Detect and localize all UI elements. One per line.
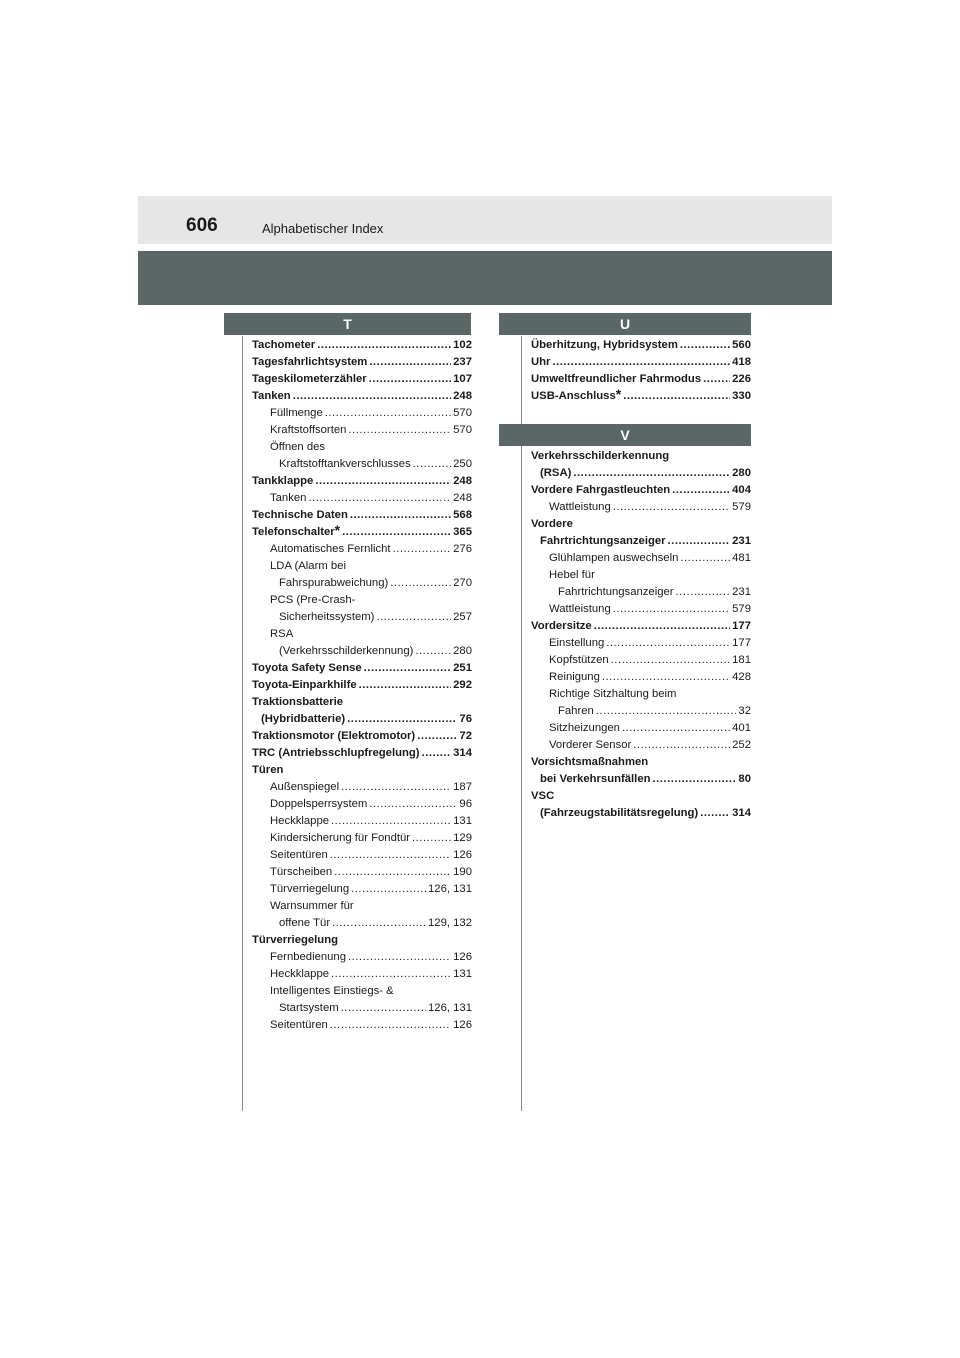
index-entry-page: 481 bbox=[732, 552, 751, 564]
index-entry-text: Vordere Fahrgastleuchten bbox=[531, 484, 671, 496]
index-entry-text: Vordere bbox=[531, 518, 573, 530]
index-entry-text: Traktionsmotor (Elektromotor) bbox=[252, 730, 416, 742]
index-entry bbox=[252, 864, 472, 881]
index-entry-page: 126, 131 bbox=[428, 1002, 472, 1014]
left-column-rule bbox=[242, 336, 243, 1111]
index-entry-text: (Hybridbatterie) bbox=[261, 713, 346, 725]
index-entry-text: LDA (Alarm bei bbox=[270, 560, 346, 572]
index-entry-page: 570 bbox=[453, 424, 472, 436]
dot-leader bbox=[293, 388, 451, 405]
dot-leader bbox=[680, 337, 730, 354]
index-entry bbox=[531, 635, 751, 652]
index-entry-text: Doppelsperrsystem bbox=[270, 798, 368, 810]
dot-leader bbox=[653, 771, 737, 788]
index-entry bbox=[252, 932, 472, 949]
header-band bbox=[138, 251, 832, 305]
index-entry-page: 126, 131 bbox=[428, 883, 472, 895]
dot-leader bbox=[552, 354, 730, 371]
index-entry bbox=[252, 1017, 472, 1034]
index-entry bbox=[252, 609, 472, 626]
dot-leader bbox=[668, 533, 731, 550]
index-entry bbox=[252, 371, 472, 388]
index-entry-text: Türverriegelung bbox=[270, 883, 350, 895]
index-entry bbox=[252, 456, 472, 473]
index-entry-text: Außenspiegel bbox=[270, 781, 340, 793]
letter-header-t: T bbox=[224, 313, 471, 335]
dot-leader bbox=[680, 550, 730, 567]
index-entry-text: Überhitzung, Hybridsystem bbox=[531, 339, 678, 351]
dot-leader bbox=[622, 720, 730, 737]
index-entry-page: 276 bbox=[453, 543, 472, 555]
index-entry-page: 418 bbox=[732, 356, 751, 368]
index-entry bbox=[252, 881, 472, 898]
dot-leader bbox=[330, 1017, 451, 1034]
index-entry-page: 560 bbox=[732, 339, 751, 351]
index-entry bbox=[252, 694, 472, 711]
dot-leader bbox=[376, 609, 451, 626]
index-entry-text: Richtige Sitzhaltung beim bbox=[549, 688, 677, 700]
index-entry-text: Türverriegelung bbox=[252, 934, 339, 946]
index-entry bbox=[531, 550, 751, 567]
index-entry-page: 177 bbox=[732, 637, 751, 649]
index-entry-text: Fahrtrichtungsanzeiger bbox=[540, 535, 666, 547]
index-entry-text: Türen bbox=[252, 764, 284, 776]
dot-leader bbox=[348, 422, 451, 439]
index-entry-text: Tanken bbox=[252, 390, 291, 402]
dot-leader bbox=[331, 966, 451, 983]
index-entry bbox=[252, 915, 472, 932]
index-entry-text: Hebel für bbox=[549, 569, 595, 581]
index-entry-text: Kindersicherung für Fondtür bbox=[270, 832, 411, 844]
index-entry bbox=[252, 949, 472, 966]
index-entry bbox=[252, 575, 472, 592]
index-entry bbox=[252, 796, 472, 813]
index-entry-text: Kopfstützen bbox=[549, 654, 609, 666]
index-entry-page: 107 bbox=[453, 373, 472, 385]
dot-leader bbox=[676, 584, 731, 601]
index-entry-page: 401 bbox=[732, 722, 751, 734]
index-entry-text: Umweltfreundlicher Fahrmodus bbox=[531, 373, 702, 385]
index-entry bbox=[252, 762, 472, 779]
index-entry bbox=[252, 847, 472, 864]
index-entry bbox=[531, 601, 751, 618]
index-entry-page: 126 bbox=[453, 1019, 472, 1031]
index-entry-page: 96 bbox=[459, 798, 472, 810]
index-entry-page: 131 bbox=[453, 815, 472, 827]
index-entry bbox=[531, 737, 751, 754]
index-entry-page: 248 bbox=[453, 390, 472, 402]
dot-leader bbox=[415, 643, 451, 660]
index-entry bbox=[531, 516, 751, 533]
index-entry-text: (Fahrzeugstabilitätsregelung) bbox=[540, 807, 699, 819]
index-entry-text: Intelligentes Einstiegs- & bbox=[270, 985, 394, 997]
dot-leader bbox=[369, 371, 451, 388]
index-entry-page: 177 bbox=[732, 620, 751, 632]
dot-leader bbox=[422, 745, 452, 762]
index-entry-text: PCS (Pre-Crash- bbox=[270, 594, 356, 606]
index-entry bbox=[531, 805, 751, 822]
index-entry-page: 126 bbox=[453, 951, 472, 963]
index-entry bbox=[531, 754, 751, 771]
index-entry bbox=[252, 541, 472, 558]
index-entry-text: Reinigung bbox=[549, 671, 600, 683]
index-entry-text: bei Verkehrsunfällen bbox=[540, 773, 651, 785]
header-bar bbox=[138, 196, 832, 244]
dot-leader bbox=[623, 388, 730, 405]
index-entry bbox=[531, 584, 751, 601]
index-entry-text: Tageskilometerzähler bbox=[252, 373, 367, 385]
index-entry bbox=[531, 465, 751, 482]
dot-leader bbox=[351, 881, 426, 898]
dot-leader bbox=[348, 949, 451, 966]
dot-leader bbox=[633, 737, 730, 754]
index-entry bbox=[531, 618, 751, 635]
dot-leader bbox=[308, 490, 451, 507]
index-entry bbox=[531, 499, 751, 516]
dot-leader bbox=[393, 541, 452, 558]
index-entry-text: Vordersitze bbox=[531, 620, 592, 632]
index-entry-text: Fahrspurabweichung) bbox=[279, 577, 389, 589]
index-entry bbox=[531, 669, 751, 686]
index-entry bbox=[531, 567, 751, 584]
index-entry-page: 231 bbox=[732, 586, 751, 598]
index-entry-text: Heckklappe bbox=[270, 968, 330, 980]
index-entry bbox=[531, 533, 751, 550]
index-entry bbox=[531, 448, 751, 465]
letter-header-v: V bbox=[499, 424, 751, 446]
index-entry bbox=[531, 703, 751, 720]
dot-leader bbox=[341, 1000, 426, 1017]
index-entry-page: 76 bbox=[459, 713, 472, 725]
index-entry-text: Seitentüren bbox=[270, 1019, 328, 1031]
dot-leader bbox=[341, 779, 451, 796]
dot-leader bbox=[364, 660, 451, 677]
index-entry-text: USB-Anschluss bbox=[531, 390, 616, 402]
index-entry-text: Vorsichtsmaßnahmen bbox=[531, 756, 649, 768]
dot-leader bbox=[672, 482, 730, 499]
dot-leader bbox=[334, 864, 451, 881]
index-entry bbox=[252, 558, 472, 575]
index-entry bbox=[252, 354, 472, 371]
index-list-v bbox=[531, 448, 751, 822]
dot-leader bbox=[594, 618, 730, 635]
dot-leader bbox=[315, 473, 451, 490]
index-entry bbox=[252, 728, 472, 745]
right-column-rule bbox=[521, 336, 522, 1111]
index-entry-page: 568 bbox=[453, 509, 472, 521]
index-entry-page: 102 bbox=[453, 339, 472, 351]
index-entry bbox=[531, 720, 751, 737]
index-entry-page: 72 bbox=[459, 730, 472, 742]
index-entry-text: Sitzheizungen bbox=[549, 722, 620, 734]
dot-leader bbox=[611, 652, 730, 669]
index-entry-page: 252 bbox=[732, 739, 751, 751]
index-entry-page: 129 bbox=[453, 832, 472, 844]
index-entry bbox=[252, 337, 472, 354]
index-entry-page: 231 bbox=[732, 535, 751, 547]
index-entry-page: 190 bbox=[453, 866, 472, 878]
dot-leader bbox=[330, 847, 451, 864]
index-entry bbox=[252, 677, 472, 694]
index-entry bbox=[252, 745, 472, 762]
index-entry-text: Toyota-Einparkhilfe bbox=[252, 679, 357, 691]
index-entry-page: 250 bbox=[453, 458, 472, 470]
dot-leader bbox=[347, 711, 457, 728]
index-entry-page: 280 bbox=[732, 467, 751, 479]
dot-leader bbox=[350, 507, 451, 524]
dot-leader bbox=[325, 405, 451, 422]
index-entry-page: 579 bbox=[732, 603, 751, 615]
dot-leader bbox=[602, 669, 730, 686]
index-entry bbox=[531, 686, 751, 703]
index-entry-text: Fahrtrichtungsanzeiger bbox=[558, 586, 674, 598]
dot-leader bbox=[703, 371, 730, 388]
page-number: 606 bbox=[186, 215, 218, 236]
dot-leader bbox=[606, 635, 730, 652]
index-list-t bbox=[252, 337, 472, 1034]
index-entry-text: Fahren bbox=[558, 705, 594, 717]
index-entry-text: (Verkehrsschilderkennung) bbox=[279, 645, 414, 657]
index-entry-page: 314 bbox=[453, 747, 472, 759]
index-entry-text: Tankklappe bbox=[252, 475, 314, 487]
index-entry-page: 129, 132 bbox=[428, 917, 472, 929]
index-entry bbox=[252, 388, 472, 405]
index-entry bbox=[252, 439, 472, 456]
index-entry-text: Telefonschalter bbox=[252, 526, 335, 538]
index-entry bbox=[252, 1000, 472, 1017]
index-entry-page: 330 bbox=[732, 390, 751, 402]
dot-leader bbox=[412, 830, 451, 847]
index-entry bbox=[531, 482, 751, 499]
index-entry-text: Seitentüren bbox=[270, 849, 328, 861]
index-entry-text: Technische Daten bbox=[252, 509, 348, 521]
index-entry bbox=[252, 813, 472, 830]
index-entry-page: 237 bbox=[453, 356, 472, 368]
index-entry bbox=[531, 771, 751, 788]
index-entry-text: Kraftstoffsorten bbox=[270, 424, 347, 436]
index-entry-page: 248 bbox=[453, 492, 472, 504]
index-entry-text: Uhr bbox=[531, 356, 551, 368]
index-entry-page: 187 bbox=[453, 781, 472, 793]
index-entry-text: Glühlampen auswechseln bbox=[549, 552, 679, 564]
index-entry bbox=[252, 643, 472, 660]
index-entry-text: Türscheiben bbox=[270, 866, 333, 878]
index-entry bbox=[252, 779, 472, 796]
index-entry bbox=[531, 354, 751, 371]
index-entry-page: 126 bbox=[453, 849, 472, 861]
index-entry bbox=[252, 405, 472, 422]
index-entry-text: Tachometer bbox=[252, 339, 316, 351]
dot-leader bbox=[613, 499, 730, 516]
index-entry-text: Öffnen des bbox=[270, 441, 326, 453]
index-entry-page: 270 bbox=[453, 577, 472, 589]
index-entry bbox=[252, 507, 472, 524]
index-entry: Telefonschalter * ..... 365 bbox=[252, 524, 472, 541]
dot-leader bbox=[359, 677, 452, 694]
index-entry-text: Fernbedienung bbox=[270, 951, 347, 963]
index-entry bbox=[531, 652, 751, 669]
index-entry-page: 314 bbox=[732, 807, 751, 819]
index-entry-page: 251 bbox=[453, 662, 472, 674]
index-list-u bbox=[531, 337, 751, 405]
index-entry-text: Heckklappe bbox=[270, 815, 330, 827]
index-entry-page: 292 bbox=[453, 679, 472, 691]
index-entry-text: Wattleistung bbox=[549, 501, 611, 513]
index-entry-text: Tagesfahrlichtsystem bbox=[252, 356, 368, 368]
index-entry-text: Vorderer Sensor bbox=[549, 739, 632, 751]
index-entry-text: TRC (Antriebsschlupfregelung) bbox=[252, 747, 420, 759]
index-entry bbox=[252, 983, 472, 1000]
dot-leader bbox=[342, 524, 451, 541]
index-entry bbox=[252, 592, 472, 609]
index-entry bbox=[531, 371, 751, 388]
dot-leader bbox=[613, 601, 730, 618]
index-entry bbox=[252, 830, 472, 847]
index-entry-text: RSA bbox=[270, 628, 294, 640]
index-entry-page: 404 bbox=[732, 484, 751, 496]
index-entry-page: 80 bbox=[738, 773, 751, 785]
dot-leader bbox=[369, 796, 457, 813]
dot-leader bbox=[331, 813, 451, 830]
dot-leader bbox=[417, 728, 457, 745]
index-entry-text: Füllmenge bbox=[270, 407, 323, 419]
index-entry: USB-Anschluss * ..... 330 bbox=[531, 388, 751, 405]
dot-leader bbox=[413, 456, 451, 473]
index-entry-text: Traktionsbatterie bbox=[252, 696, 344, 708]
index-entry-page: 579 bbox=[732, 501, 751, 513]
index-entry-text: Einstellung bbox=[549, 637, 605, 649]
index-entry-page: 280 bbox=[453, 645, 472, 657]
index-entry-text: (RSA) bbox=[540, 467, 572, 479]
dot-leader bbox=[332, 915, 426, 932]
index-entry bbox=[252, 473, 472, 490]
index-entry bbox=[531, 337, 751, 354]
index-entry-text: Startsystem bbox=[279, 1002, 339, 1014]
dot-leader bbox=[700, 805, 730, 822]
index-entry-text: Kraftstofftankverschlusses bbox=[279, 458, 411, 470]
letter-header-u: U bbox=[499, 313, 751, 335]
section-title: Alphabetischer Index bbox=[262, 221, 384, 236]
dot-leader bbox=[573, 465, 730, 482]
index-entry bbox=[252, 490, 472, 507]
index-entry-page: 226 bbox=[732, 373, 751, 385]
index-entry-page: 131 bbox=[453, 968, 472, 980]
index-entry bbox=[531, 788, 751, 805]
index-entry-page: 181 bbox=[732, 654, 751, 666]
index-entry-text: Verkehrsschilderkennung bbox=[531, 450, 670, 462]
index-entry-text: Warnsummer für bbox=[270, 900, 354, 912]
index-entry-text: Wattleistung bbox=[549, 603, 611, 615]
dot-leader bbox=[596, 703, 737, 720]
index-entry-page: 428 bbox=[732, 671, 751, 683]
index-entry-text: offene Tür bbox=[279, 917, 331, 929]
index-entry bbox=[252, 898, 472, 915]
index-entry-text: Tanken bbox=[270, 492, 307, 504]
index-entry-page: 257 bbox=[453, 611, 472, 623]
dot-leader bbox=[369, 354, 451, 371]
dot-leader bbox=[317, 337, 451, 354]
index-entry-page: 365 bbox=[453, 526, 472, 538]
dot-leader bbox=[390, 575, 451, 592]
index-entry-page: 570 bbox=[453, 407, 472, 419]
index-entry bbox=[252, 660, 472, 677]
index-entry-page: 32 bbox=[738, 705, 751, 717]
index-entry bbox=[252, 711, 472, 728]
index-entry-text: Toyota Safety Sense bbox=[252, 662, 362, 674]
index-entry-text: VSC bbox=[531, 790, 555, 802]
index-entry-text: Automatisches Fernlicht bbox=[270, 543, 391, 555]
index-entry-page: 248 bbox=[453, 475, 472, 487]
index-entry bbox=[252, 626, 472, 643]
index-entry bbox=[252, 422, 472, 439]
index-entry bbox=[252, 966, 472, 983]
index-entry-text: Sicherheitssystem) bbox=[279, 611, 375, 623]
